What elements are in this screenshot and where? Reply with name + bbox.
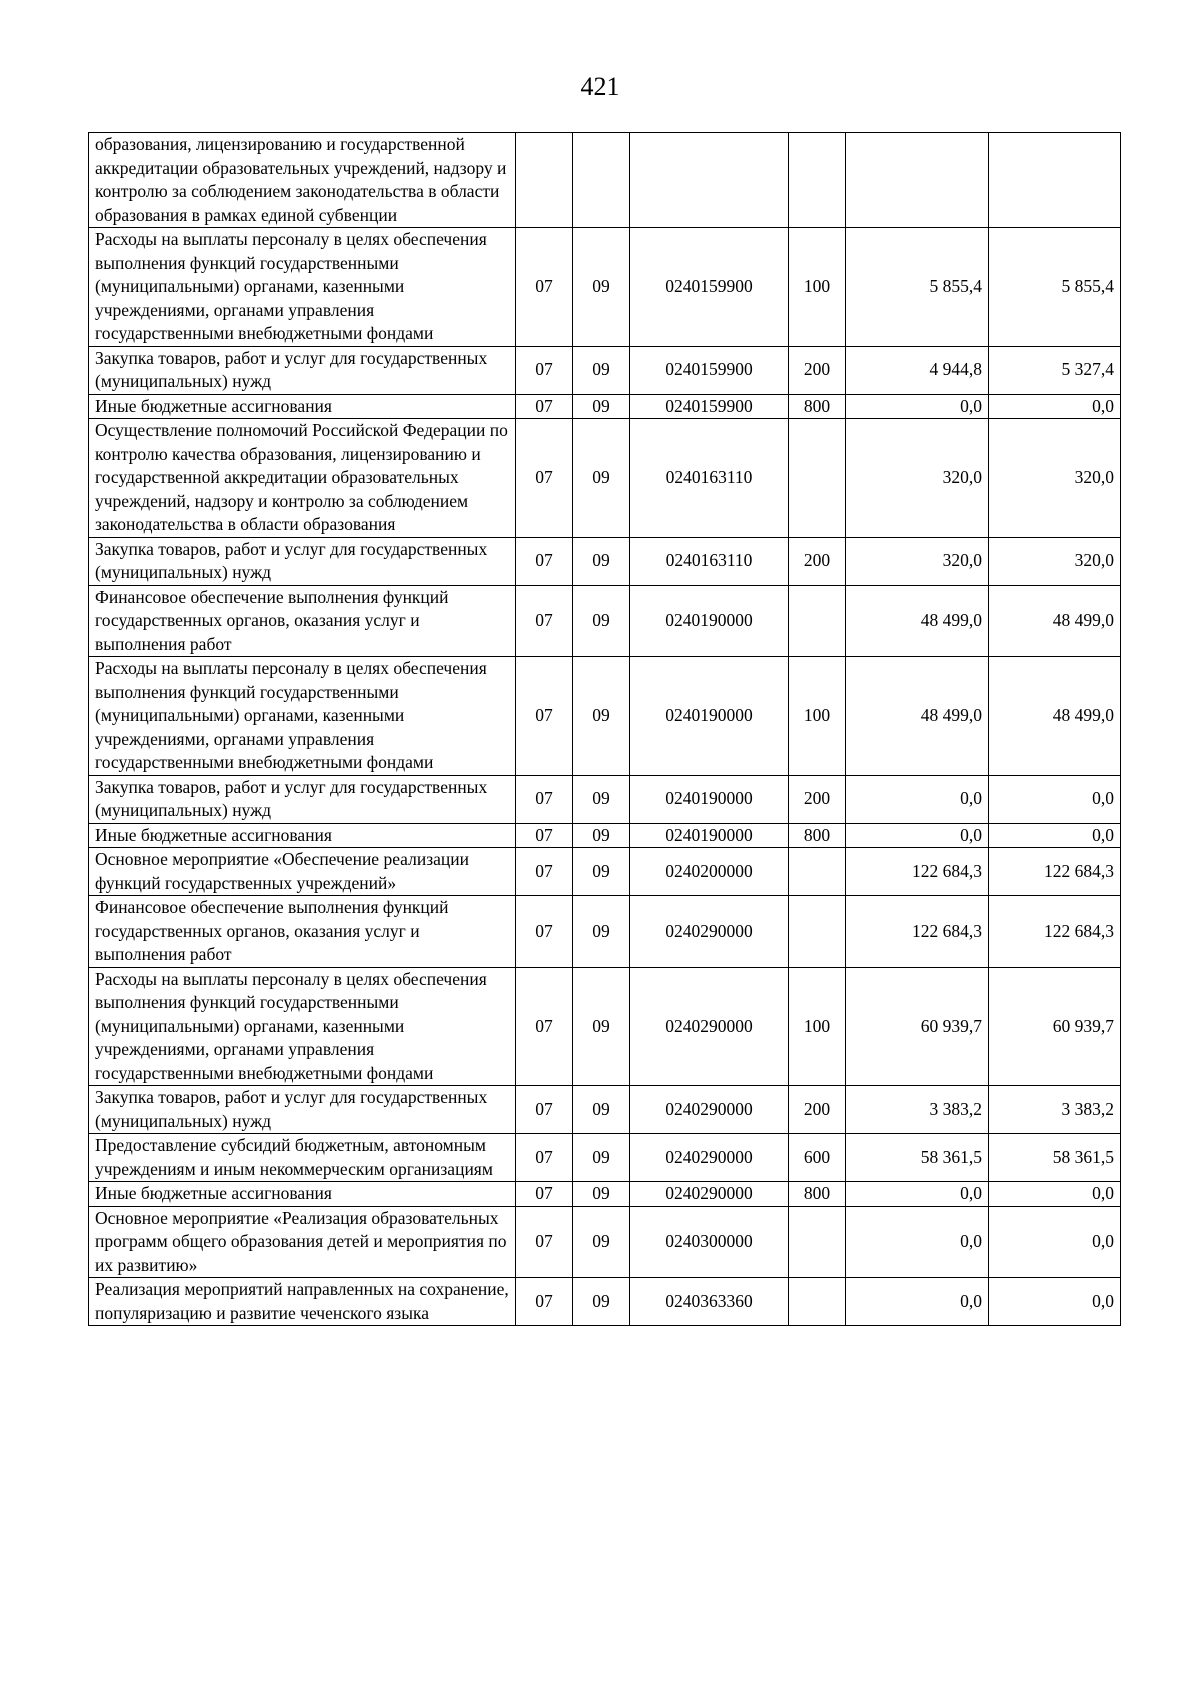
expense-type-code-cell: 200 bbox=[789, 537, 846, 585]
expense-type-code-cell: 800 bbox=[789, 1182, 846, 1207]
amount-1-cell: 5 855,4 bbox=[846, 228, 989, 347]
amount-1-cell: 48 499,0 bbox=[846, 657, 989, 776]
amount-2-cell: 0,0 bbox=[989, 1278, 1121, 1326]
expense-type-code-cell: 100 bbox=[789, 967, 846, 1086]
subsection-code-cell: 09 bbox=[573, 1182, 630, 1207]
row-name-cell: Закупка товаров, работ и услуг для государственных (муниципальных) нужд bbox=[89, 346, 516, 394]
section-code-cell: 07 bbox=[516, 228, 573, 347]
target-article-code-cell: 0240190000 bbox=[630, 823, 789, 848]
section-code-cell: 07 bbox=[516, 1134, 573, 1182]
section-code-cell: 07 bbox=[516, 823, 573, 848]
amount-2-cell: 3 383,2 bbox=[989, 1086, 1121, 1134]
section-code-cell bbox=[516, 133, 573, 228]
amount-1-cell: 4 944,8 bbox=[846, 346, 989, 394]
amount-1-cell: 3 383,2 bbox=[846, 1086, 989, 1134]
amount-1-cell: 0,0 bbox=[846, 1206, 989, 1278]
expense-type-code-cell: 800 bbox=[789, 394, 846, 419]
section-code-cell: 07 bbox=[516, 848, 573, 896]
row-name-cell: образования, лицензированию и государственной аккредитации образовательных учреждений, надзору и контролю за соблюдением законодательства в области образования в рамках единой субвенции bbox=[89, 133, 516, 228]
target-article-code-cell: 0240159900 bbox=[630, 346, 789, 394]
section-code-cell: 07 bbox=[516, 775, 573, 823]
subsection-code-cell: 09 bbox=[573, 1086, 630, 1134]
row-name-cell: Финансовое обеспечение выполнения функций государственных органов, оказания услуг и выполнения работ bbox=[89, 896, 516, 968]
row-name-cell: Расходы на выплаты персоналу в целях обеспечения выполнения функций государственными (муниципальными) органами, казенными учреждениями, органами управления государственными внебюджетными фондами bbox=[89, 967, 516, 1086]
subsection-code-cell: 09 bbox=[573, 394, 630, 419]
amount-2-cell bbox=[989, 133, 1121, 228]
target-article-code-cell: 0240159900 bbox=[630, 228, 789, 347]
row-name-cell: Финансовое обеспечение выполнения функций государственных органов, оказания услуг и выполнения работ bbox=[89, 585, 516, 657]
table-row bbox=[89, 346, 1121, 394]
amount-2-cell: 58 361,5 bbox=[989, 1134, 1121, 1182]
subsection-code-cell: 09 bbox=[573, 228, 630, 347]
amount-2-cell: 122 684,3 bbox=[989, 896, 1121, 968]
target-article-code-cell: 0240290000 bbox=[630, 896, 789, 968]
expense-type-code-cell bbox=[789, 133, 846, 228]
row-name-cell: Основное мероприятие «Обеспечение реализации функций государственных учреждений» bbox=[89, 848, 516, 896]
subsection-code-cell: 09 bbox=[573, 848, 630, 896]
expense-type-code-cell bbox=[789, 1278, 846, 1326]
section-code-cell: 07 bbox=[516, 537, 573, 585]
target-article-code-cell: 0240300000 bbox=[630, 1206, 789, 1278]
row-name-cell: Реализация мероприятий направленных на сохранение, популяризацию и развитие чеченского языка bbox=[89, 1278, 516, 1326]
table-row bbox=[89, 537, 1121, 585]
expense-type-code-cell: 800 bbox=[789, 823, 846, 848]
subsection-code-cell: 09 bbox=[573, 346, 630, 394]
table-row bbox=[89, 848, 1121, 896]
table-row bbox=[89, 657, 1121, 776]
table-row bbox=[89, 419, 1121, 538]
section-code-cell: 07 bbox=[516, 657, 573, 776]
amount-1-cell: 122 684,3 bbox=[846, 896, 989, 968]
subsection-code-cell bbox=[573, 133, 630, 228]
section-code-cell: 07 bbox=[516, 394, 573, 419]
subsection-code-cell: 09 bbox=[573, 775, 630, 823]
subsection-code-cell: 09 bbox=[573, 1278, 630, 1326]
target-article-code-cell: 0240190000 bbox=[630, 657, 789, 776]
section-code-cell: 07 bbox=[516, 346, 573, 394]
amount-1-cell: 320,0 bbox=[846, 537, 989, 585]
amount-1-cell: 60 939,7 bbox=[846, 967, 989, 1086]
target-article-code-cell bbox=[630, 133, 789, 228]
section-code-cell: 07 bbox=[516, 896, 573, 968]
subsection-code-cell: 09 bbox=[573, 823, 630, 848]
row-name-cell: Расходы на выплаты персоналу в целях обеспечения выполнения функций государственными (муниципальными) органами, казенными учреждениями, органами управления государственными внебюджетными фондами bbox=[89, 228, 516, 347]
subsection-code-cell: 09 bbox=[573, 896, 630, 968]
expense-type-code-cell bbox=[789, 585, 846, 657]
section-code-cell: 07 bbox=[516, 1278, 573, 1326]
target-article-code-cell: 0240159900 bbox=[630, 394, 789, 419]
expense-type-code-cell: 200 bbox=[789, 1086, 846, 1134]
table-row bbox=[89, 1086, 1121, 1134]
expense-type-code-cell bbox=[789, 848, 846, 896]
table-row bbox=[89, 1134, 1121, 1182]
section-code-cell: 07 bbox=[516, 967, 573, 1086]
row-name-cell: Расходы на выплаты персоналу в целях обеспечения выполнения функций государственными (муниципальными) органами, казенными учреждениями, органами управления государственными внебюджетными фондами bbox=[89, 657, 516, 776]
expense-type-code-cell: 200 bbox=[789, 346, 846, 394]
amount-2-cell: 122 684,3 bbox=[989, 848, 1121, 896]
table-row bbox=[89, 967, 1121, 1086]
target-article-code-cell: 0240190000 bbox=[630, 585, 789, 657]
expense-type-code-cell bbox=[789, 1206, 846, 1278]
target-article-code-cell: 0240163110 bbox=[630, 419, 789, 538]
table-body bbox=[89, 133, 1121, 1326]
row-name-cell: Закупка товаров, работ и услуг для государственных (муниципальных) нужд bbox=[89, 1086, 516, 1134]
subsection-code-cell: 09 bbox=[573, 657, 630, 776]
target-article-code-cell: 0240290000 bbox=[630, 1182, 789, 1207]
amount-2-cell: 0,0 bbox=[989, 394, 1121, 419]
budget-table bbox=[88, 132, 1121, 1326]
amount-1-cell: 0,0 bbox=[846, 394, 989, 419]
amount-1-cell: 0,0 bbox=[846, 1182, 989, 1207]
table-row bbox=[89, 896, 1121, 968]
row-name-cell: Закупка товаров, работ и услуг для государственных (муниципальных) нужд bbox=[89, 537, 516, 585]
expense-type-code-cell bbox=[789, 896, 846, 968]
amount-2-cell: 48 499,0 bbox=[989, 585, 1121, 657]
target-article-code-cell: 0240290000 bbox=[630, 1134, 789, 1182]
amount-2-cell: 320,0 bbox=[989, 537, 1121, 585]
section-code-cell: 07 bbox=[516, 1206, 573, 1278]
table-row bbox=[89, 228, 1121, 347]
row-name-cell: Предоставление субсидий бюджетным, автономным учреждениям и иным некоммерческим организациям bbox=[89, 1134, 516, 1182]
expense-type-code-cell: 600 bbox=[789, 1134, 846, 1182]
amount-2-cell: 5 327,4 bbox=[989, 346, 1121, 394]
target-article-code-cell: 0240363360 bbox=[630, 1278, 789, 1326]
amount-1-cell: 122 684,3 bbox=[846, 848, 989, 896]
amount-1-cell: 320,0 bbox=[846, 419, 989, 538]
row-name-cell: Закупка товаров, работ и услуг для государственных (муниципальных) нужд bbox=[89, 775, 516, 823]
target-article-code-cell: 0240290000 bbox=[630, 1086, 789, 1134]
amount-2-cell: 5 855,4 bbox=[989, 228, 1121, 347]
amount-2-cell: 0,0 bbox=[989, 1182, 1121, 1207]
subsection-code-cell: 09 bbox=[573, 537, 630, 585]
expense-type-code-cell: 100 bbox=[789, 228, 846, 347]
amount-1-cell bbox=[846, 133, 989, 228]
amount-2-cell: 0,0 bbox=[989, 1206, 1121, 1278]
page-number: 421 bbox=[580, 72, 620, 101]
section-code-cell: 07 bbox=[516, 1182, 573, 1207]
amount-1-cell: 58 361,5 bbox=[846, 1134, 989, 1182]
amount-1-cell: 48 499,0 bbox=[846, 585, 989, 657]
subsection-code-cell: 09 bbox=[573, 967, 630, 1086]
section-code-cell: 07 bbox=[516, 1086, 573, 1134]
target-article-code-cell: 0240163110 bbox=[630, 537, 789, 585]
row-name-cell: Осуществление полномочий Российской Федерации по контролю качества образования, лицензированию и государственной аккредитации образовательных учреждений, надзору и контролю за соблюдением законодательства в области образования bbox=[89, 419, 516, 538]
section-code-cell: 07 bbox=[516, 419, 573, 538]
table-row bbox=[89, 394, 1121, 419]
subsection-code-cell: 09 bbox=[573, 1206, 630, 1278]
amount-2-cell: 0,0 bbox=[989, 823, 1121, 848]
table-row bbox=[89, 775, 1121, 823]
table-row bbox=[89, 1278, 1121, 1326]
target-article-code-cell: 0240200000 bbox=[630, 848, 789, 896]
row-name-cell: Иные бюджетные ассигнования bbox=[89, 823, 516, 848]
row-name-cell: Иные бюджетные ассигнования bbox=[89, 1182, 516, 1207]
expense-type-code-cell: 200 bbox=[789, 775, 846, 823]
table-row bbox=[89, 1182, 1121, 1207]
amount-1-cell: 0,0 bbox=[846, 823, 989, 848]
subsection-code-cell: 09 bbox=[573, 1134, 630, 1182]
target-article-code-cell: 0240190000 bbox=[630, 775, 789, 823]
amount-1-cell: 0,0 bbox=[846, 775, 989, 823]
table-row bbox=[89, 133, 1121, 228]
amount-2-cell: 320,0 bbox=[989, 419, 1121, 538]
row-name-cell: Основное мероприятие «Реализация образовательных программ общего образования детей и мероприятия по их развитию» bbox=[89, 1206, 516, 1278]
section-code-cell: 07 bbox=[516, 585, 573, 657]
row-name-cell: Иные бюджетные ассигнования bbox=[89, 394, 516, 419]
amount-2-cell: 0,0 bbox=[989, 775, 1121, 823]
target-article-code-cell: 0240290000 bbox=[630, 967, 789, 1086]
table-row bbox=[89, 823, 1121, 848]
expense-type-code-cell: 100 bbox=[789, 657, 846, 776]
subsection-code-cell: 09 bbox=[573, 419, 630, 538]
amount-1-cell: 0,0 bbox=[846, 1278, 989, 1326]
amount-2-cell: 48 499,0 bbox=[989, 657, 1121, 776]
subsection-code-cell: 09 bbox=[573, 585, 630, 657]
table-row bbox=[89, 585, 1121, 657]
table-row bbox=[89, 1206, 1121, 1278]
amount-2-cell: 60 939,7 bbox=[989, 967, 1121, 1086]
expense-type-code-cell bbox=[789, 419, 846, 538]
